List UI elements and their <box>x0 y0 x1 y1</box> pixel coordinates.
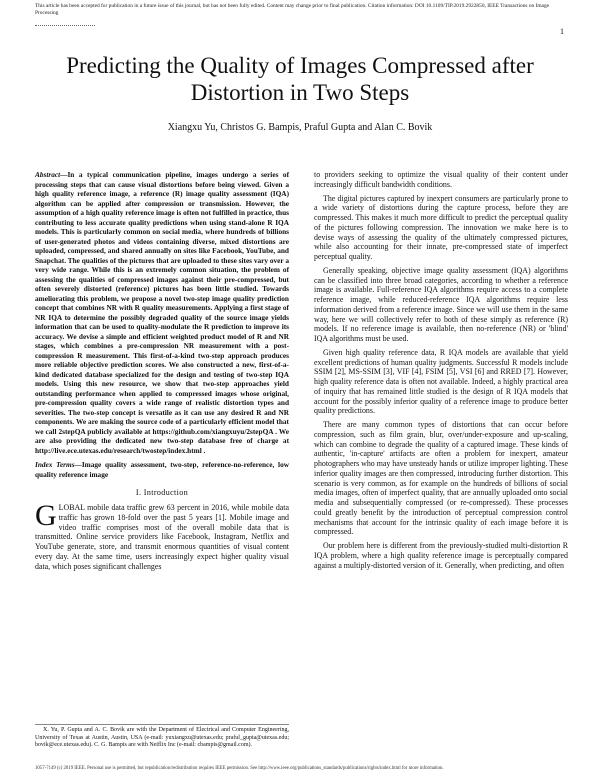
body-paragraph: Given high quality reference data, R IQA models are available that yield excellent predictions of human quality judgments. Successful R models include SSIM [2], MS-SSIM [3], VIF [4], FSIM [5], VSI [6] and RRED [7]. However, high quality reference data is often not available. Indeed, a highly practical area of inquiry that has remained little studied is the design of R IQA models that account for the possibly inferior quality of a reference image to produce better quality predictions. <box>314 347 568 416</box>
section-heading-introduction: I. Introduction <box>135 488 189 497</box>
right-column <box>314 170 568 570</box>
body-paragraph: The digital pictures captured by inexpert consumers are particularly prone to a wide variety of distortions during the capture process, before they are compressed. This makes it much more difficult to predict the perceptual quality of the pictures following compression. The innovation we make here is to devise ways of assessing the quality of the ultimately compressed pictures, while also accounting for their innate, pre-compressed state of imperfect perceptual quality. <box>314 193 568 261</box>
index-terms <box>35 460 289 479</box>
journal-notice: This article has been accepted for publication in a future issue of this journal, but has not been fully edited. Content may change prior to final publication. Citation information: DOI 10.1109/TIP.2019.2922850, IEEE Transactions on Image Processing <box>35 3 550 16</box>
intro-paragraph <box>35 499 289 571</box>
footnote-rule <box>35 724 289 725</box>
intro-text: LOBAL mobile data traffic grew 63 percent in 2016, while mobile data traffic has grown 18-fold over the past 5 years [1]. Mobile image and video traffic comprises most of the overall mobile data that is transmitted. Online service providers like Facebook, Instagram, Netflix and YouTube generate, store, and transmit enormous quantities of visual content every day. At the same time, users increasingly expect higher quality visual data, which poses significant challenges <box>35 503 289 571</box>
drop-cap: G <box>35 499 57 532</box>
index-terms-text: —Image quality assessment, two-step, reference-no-reference, low quality reference image <box>35 460 289 479</box>
left-column <box>35 170 289 571</box>
body-paragraph: Generally speaking, objective image quality assessment (IQA) algorithms can be classified into three broad categories, according to whether a reference image is available. Full-reference IQA algorithms require access to a complete reference image, while reduced-reference IQA algorithms require less information derived from a reference image. Since we will use them in the same way, here we will collectively refer to both of these simply as reference (R) models. If no reference image is available, then no-reference (NR) or 'blind' IQA algorithms must be used. <box>314 265 568 343</box>
index-terms-label: Index Terms <box>35 460 75 469</box>
continuation-paragraph: to providers seeking to optimize the visual quality of their content under increasingly difficult bandwidth conditions. <box>314 170 568 189</box>
copyright-footer: 1057-7149 (c) 2019 IEEE. Personal use is permitted, but republication/redistribution requires IEEE permission. See http://www.ieee.org/publications_standards/publications/rights/index.html for more information. <box>35 766 444 771</box>
abstract <box>35 170 289 455</box>
body-paragraph: There are many common types of distortions that can occur before compression, such as film grain, blur, over/under-exposure and up-scaling, which can combine to degrade the quality of a captured image. These kinds of authentic, 'in-capture' artifacts are often a problem for inexpert, amateur photographers who may have unsteady hands or utilize improper lighting. These inferior quality images are then compressed, introducing further distortion. This scenario is very common, as for example on the hundreds of billions of social media images, often of imperfect quality, that are annually uploaded onto social media and subsequentially compressed (or re-compressed). These processes could greatly benefit by the introduction of perceptual compression control mechanisms that account for the intrinsic quality of each image before it is compressed. <box>314 420 568 537</box>
abstract-label: Abstract <box>35 170 61 179</box>
paper-authors: Xiangxu Yu, Christos G. Bampis, Praful Gupta and Alan C. Bovik <box>167 122 433 133</box>
author-affiliation-footnote: X. Yu, P. Gupta and A. C. Bovik are with the Department of Electrical and Computer Engineering, University of Texas at Austin, Austin, USA (e-mail: yuxiangxu@utexas.edu; praful_gupta@utexas.edu; bovik@ece.utexas.edu). C. G. Bampis are with Netflix Inc (e-mail: cbampis@gmail.com). <box>35 727 289 749</box>
body-paragraph: Our problem here is different from the previously-studied multi-distortion R IQA problem, where a high quality reference image is perceptually compared against a multiply-distorted version of it. Generally, when predicting, and often <box>314 541 568 570</box>
abstract-text: —In a typical communication pipeline, images undergo a series of processing steps that can cause visual distortions before being viewed. Given a high quality reference image, a reference (R) image quality assessment (IQA) algorithm can be applied after compression or transmission. However, the assumption of a high quality reference image is often not fulfilled in practice, thus contributing to less accurate quality predictions when using stand-alone R IQA models. This is particularly common on social media, where hundreds of billions of user-generated photos and videos containing diverse, mixed distortions are uploaded, compressed, and shared annually on sites like Facebook, YouTube, and Snapchat. The qualities of the pictures that are uploaded to these sites vary over a very wide range. While this is an extremely common situation, the problem of assessing the qualities of compressed images against their pre-compressed, but often severely distorted (reference) pictures has been little studied. Towards ameliorating this problem, we propose a novel two-step image quality prediction concept that combines NR with R quality measurements. Applying a first stage of NR IQA to determine the possibly degraded quality of the source image yields information that can be used to quality-modulate the R prediction to improve its accuracy. We devise a simple and efficient weighted product model of R and NR stages, which combines a pre-compression NR measurement with a post-compression R measurement. This first-of-a-kind two-step approach produces more reliable objective prediction scores. We also constructed a new, first-of-a-kind dedicated database specialized for the design and testing of two-step IQA models. Using this new resource, we show that two-step approaches yield outstanding performance when applied to compressed images whose original, pre-compression quality covers a wide range of realistic distortion types and severities. The two-step concept is versatile as it can use any desired R and NR components. We are making the source code of a particularly efficient model that we call 2stepQA publicly available at https://github.com/xiangxuyu/2stepQA . We are also providing the dedicated new two-step database free of charge at http://live.ece.utexas.edu/research/twostep/index.html . <box>35 170 289 455</box>
paper-title: Predicting the Quality of Images Compressed after Distortion in Two Steps <box>66 53 534 105</box>
page-number: 1 <box>560 27 564 36</box>
header-dotted-rule <box>35 25 95 26</box>
